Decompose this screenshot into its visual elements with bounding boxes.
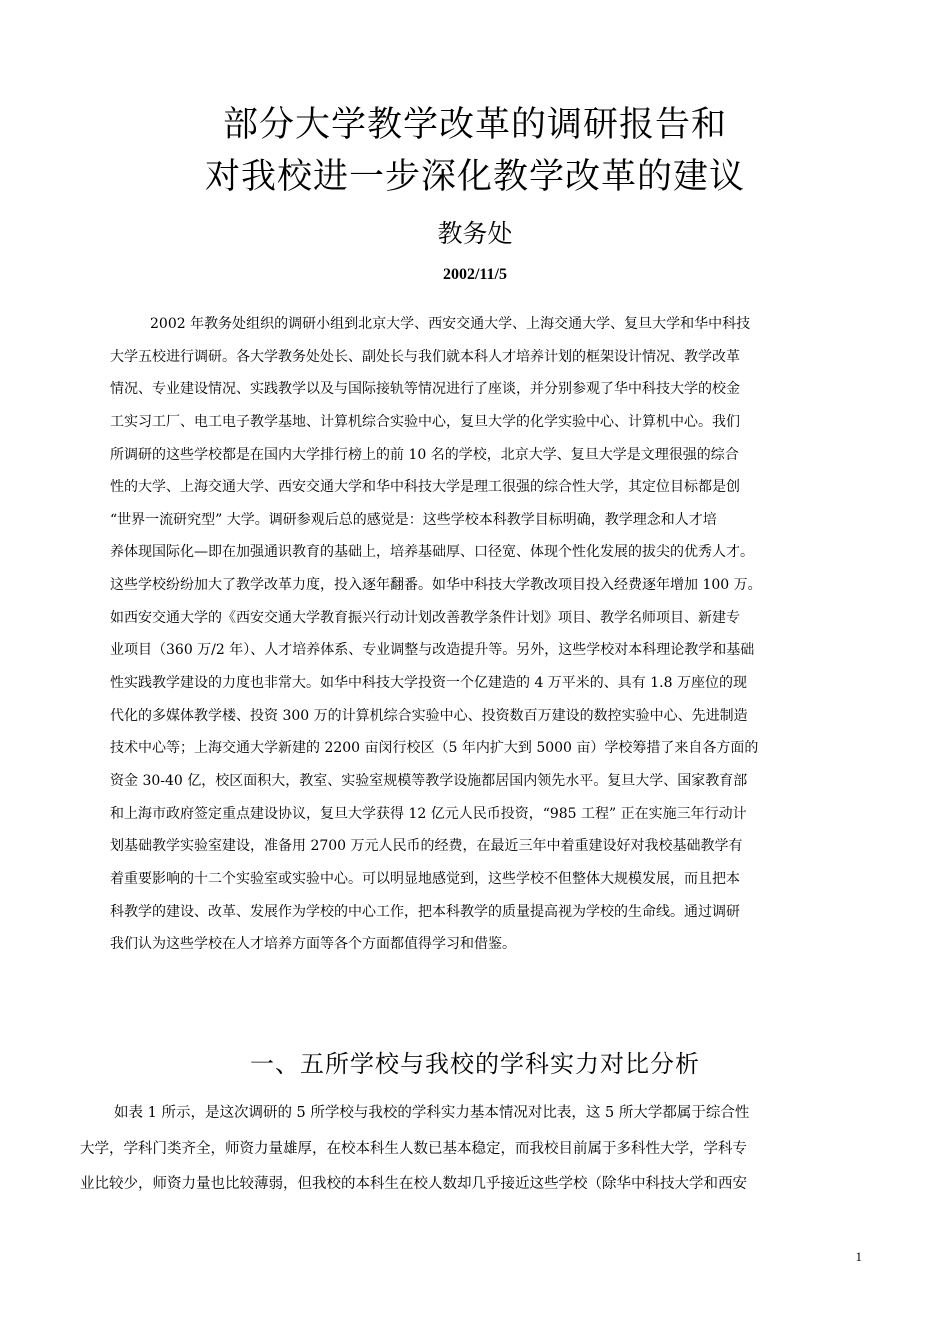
paragraph-line: 所调研的这些学校都是在国内大学排行榜上的前 10 名的学校，北京大学、复旦大学是文理很强的综合	[110, 446, 739, 463]
paragraph-line: 2002 年教务处组织的调研小组到北京大学、西安交通大学、上海交通大学、复旦大学和华中科技	[150, 316, 751, 332]
paragraph-line: 着重要影响的十二个实验室或实验中心。可以明显地感觉到，这些学校不但整体大规模发展，而且把本	[110, 870, 740, 887]
paragraph-line: 大学，学科门类齐全，师资力量雄厚，在校本科生人数已基本稳定，而我校目前属于多科性大学，学科专	[80, 1140, 747, 1157]
paragraph-line: 划基础教学实验室建设，准备用 2700 万元人民币的经费，在最近三年中着重建设好对我校基础教学有	[110, 838, 743, 855]
paragraph-line: 养体现国际化—即在加强通识教育的基础上，培养基础厚、口径宽、体现个性化发展的拔尖的优秀人才。	[110, 544, 754, 561]
paragraph-line: 工实习工厂、电工电子教学基地、计算机综合实验中心，复旦大学的化学实验中心、计算机中心。我们	[110, 413, 740, 430]
paragraph-line: 业项目（360 万/2 年）、人才培养体系、专业调整与改造提升等。另外，这些学校对本科理论教学和基础	[110, 642, 755, 659]
paragraph-line: 科教学的建设、改革、发展作为学校的中心工作，把本科教学的质量提高视为学校的生命线。通过调研	[110, 903, 740, 920]
document-title-line-2: 对我校进一步深化教学改革的建议	[204, 157, 745, 197]
paragraph-line: 如西安交通大学的《西安交通大学教育振兴行动计划改善教学条件计划》项目、教学名师项目、新建专	[110, 609, 740, 626]
section-1-heading: 一、五所学校与我校的学科实力对比分析	[250, 1050, 700, 1078]
page-number: 1	[855, 1249, 862, 1264]
intro-paragraph	[110, 308, 862, 961]
document-title-line-1: 部分大学教学改革的调研报告和	[222, 105, 727, 145]
paragraph-line: 和上海市政府签定重点建设协议，复旦大学获得 12 亿元人民币投资，“985 工程” 正在实施三年行动计	[110, 805, 747, 822]
document-date: 2002/11/5	[442, 266, 507, 283]
paragraph-line: 大学五校进行调研。各大学教务处处长、副处长与我们就本科人才培养计划的框架设计情况、教学改革	[110, 348, 740, 365]
paragraph-line: 这些学校纷纷加大了教学改革力度，投入逐年翻番。如华中科技大学教改项目投入经费逐年增加 100 万。	[110, 577, 762, 594]
paragraph-line: 性实践教学建设的力度也非常大。如华中科技大学投资一个亿建造的 4 万平米的、具有 1.8 万座位的现	[110, 675, 747, 692]
paragraph-line: 性的大学、上海交通大学、西安交通大学和华中科技大学是理工很强的综合性大学，其定位目标都是创	[110, 479, 740, 496]
paragraph-line: 业比较少，师资力量也比较薄弱，但我校的本科生在校人数却几乎接近这些学校（除华中科技大学和西安	[80, 1176, 747, 1192]
document-author: 教务处	[437, 219, 513, 248]
paragraph-line: 资金 30-40 亿，校区面积大，教室、实验室规模等教学设施都居国内领先水平。复旦大学、国家教育部	[110, 772, 748, 789]
paragraph-line: 情况、专业建设情况、实践教学以及与国际接轨等情况进行了座谈，并分别参观了华中科技大学的校金	[110, 381, 740, 398]
paragraph-line: 技术中心等；上海交通大学新建的 2200 亩闵行校区（5 年内扩大到 5000 亩）学校筹措了来自各方面的	[110, 740, 759, 757]
paragraph-line: 我们认为这些学校在人才培养方面等各个方面都值得学习和借鉴。	[110, 936, 516, 953]
section-1-paragraph	[80, 1096, 862, 1203]
paragraph-line: 代化的多媒体教学楼、投资 300 万的计算机综合实验中心、投资数百万建设的数控实验中心、先进制造	[110, 707, 748, 724]
paragraph-line: 如表 1 所示，是这次调研的 5 所学校与我校的学科实力基本情况对比表，这 5 所大学都属于综合性	[114, 1105, 750, 1121]
paragraph-line: “世界一流研究型” 大学。调研参观后总的感觉是：这些学校本科教学目标明确，教学理念和人才培	[110, 511, 717, 528]
